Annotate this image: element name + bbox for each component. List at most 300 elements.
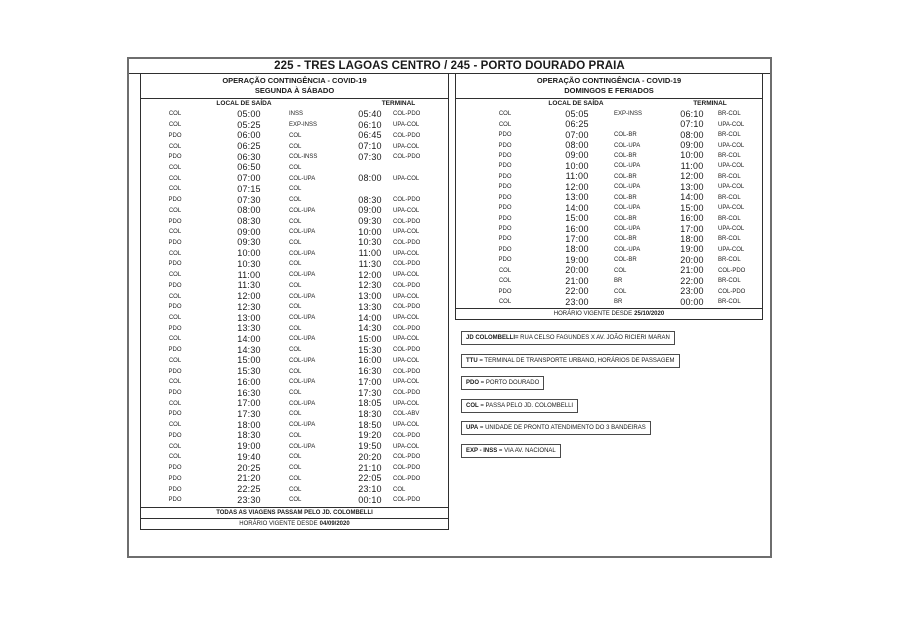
table-row bbox=[456, 182, 762, 192]
origin-code: COL bbox=[168, 336, 182, 343]
departure-time: 06:50 bbox=[237, 162, 261, 173]
table-row bbox=[141, 227, 448, 238]
origin-code: COL bbox=[168, 443, 182, 450]
table-row bbox=[141, 334, 448, 345]
departure-route-note: COL bbox=[289, 186, 302, 193]
legend-item-text: = PORTO DOURADO bbox=[479, 380, 540, 386]
departure-route-note: COL-INSS bbox=[289, 154, 318, 161]
table-row bbox=[141, 302, 448, 313]
arrival-time: 09:00 bbox=[680, 140, 704, 151]
legend-item-text: = VIA AV. NACIONAL bbox=[497, 447, 556, 454]
table-row bbox=[456, 161, 762, 171]
arrival-time: 22:05 bbox=[358, 473, 382, 484]
departure-route-note: COL bbox=[289, 347, 302, 354]
departure-time: 12:00 bbox=[237, 291, 261, 302]
table-row bbox=[141, 356, 448, 367]
departure-route-note: EXP-INSS bbox=[614, 111, 643, 118]
arrival-route-note: UPA-COL bbox=[393, 250, 420, 257]
terminal-column-header: TERMINAL bbox=[693, 100, 727, 107]
origin-code: COL bbox=[498, 278, 512, 285]
departure-route-note: COL bbox=[289, 239, 302, 246]
departure-time: 20:00 bbox=[565, 265, 589, 276]
arrival-route-note: UPA-COL bbox=[393, 229, 420, 236]
table-row bbox=[456, 286, 762, 296]
arrival-route-note: UPA-COL bbox=[718, 246, 745, 253]
legend bbox=[461, 331, 680, 466]
departure-time: 18:30 bbox=[237, 430, 261, 441]
departure-route-note: COL-BR bbox=[614, 132, 637, 139]
table-row bbox=[456, 193, 762, 203]
departure-column-header: LOCAL DE SAÍDA bbox=[548, 100, 604, 107]
weekday-validity-footer bbox=[140, 519, 449, 530]
origin-code: PDO bbox=[498, 215, 512, 222]
weekday-timetable bbox=[140, 74, 449, 530]
table-row bbox=[141, 484, 448, 495]
departure-route-note: COL-BR bbox=[614, 194, 637, 201]
validity-date: 04/09/2020 bbox=[319, 520, 350, 527]
origin-code: COL bbox=[168, 111, 182, 118]
departure-route-note: COL bbox=[289, 432, 302, 439]
departure-route-note: COL bbox=[289, 132, 302, 139]
departure-time: 11:00 bbox=[565, 171, 589, 182]
departure-route-note: COL-UPA bbox=[614, 226, 641, 233]
legend-item-text: = PASSA PELO JD. COLOMBELLI bbox=[478, 402, 574, 409]
departure-time: 10:00 bbox=[565, 160, 589, 171]
table-row bbox=[456, 203, 762, 213]
departure-route-note: COL-UPA bbox=[614, 184, 641, 191]
arrival-time: 10:00 bbox=[358, 226, 382, 237]
departure-time: 10:00 bbox=[237, 248, 261, 259]
arrival-route-note: COL-PDO bbox=[393, 347, 421, 354]
table-row bbox=[141, 345, 448, 356]
departure-route-note: COL-UPA bbox=[289, 400, 316, 407]
departure-route-note: COL-UPA bbox=[289, 443, 316, 450]
origin-code: COL bbox=[168, 315, 182, 322]
arrival-time: 19:50 bbox=[358, 441, 382, 452]
departure-route-note: COL-UPA bbox=[614, 246, 641, 253]
departure-time: 06:25 bbox=[237, 141, 261, 152]
departure-route-note: COL-BR bbox=[614, 215, 637, 222]
arrival-route-note: UPA-COL bbox=[393, 207, 420, 214]
table-row bbox=[141, 473, 448, 484]
departure-route-note: COL bbox=[289, 325, 302, 332]
origin-code: COL bbox=[168, 400, 182, 407]
departure-route-note: COL-UPA bbox=[289, 336, 316, 343]
origin-code: COL bbox=[168, 250, 182, 257]
arrival-route-note: COL-PDO bbox=[718, 288, 746, 295]
arrival-time: 11:00 bbox=[680, 160, 704, 171]
arrival-route-note: COL-PDO bbox=[393, 282, 421, 289]
departure-route-note: COL bbox=[289, 368, 302, 375]
origin-code: PDO bbox=[168, 218, 182, 225]
table-row bbox=[141, 291, 448, 302]
arrival-time: 18:50 bbox=[358, 419, 382, 430]
arrival-time: 12:00 bbox=[358, 269, 382, 280]
arrival-time: 16:00 bbox=[358, 355, 382, 366]
arrival-time: 15:00 bbox=[680, 202, 704, 213]
arrival-route-note: COL-PDO bbox=[393, 239, 421, 246]
arrival-time: 06:10 bbox=[358, 119, 382, 130]
arrival-route-note: UPA-COL bbox=[393, 379, 420, 386]
arrival-route-note: UPA-COL bbox=[718, 205, 745, 212]
arrival-route-note: COL-PDO bbox=[393, 465, 421, 472]
legend-item-code: JD COLOMBELLI= bbox=[466, 335, 519, 341]
arrival-route-note: COL-PDO bbox=[393, 218, 421, 225]
arrival-time: 12:30 bbox=[358, 280, 382, 291]
arrival-route-note: UPA-COL bbox=[718, 121, 745, 128]
arrival-route-note: UPA-COL bbox=[393, 357, 420, 364]
arrival-time: 06:45 bbox=[358, 130, 382, 141]
table-row bbox=[141, 238, 448, 249]
origin-code: COL bbox=[168, 357, 182, 364]
table-row bbox=[141, 216, 448, 227]
departure-route-note: COL bbox=[289, 475, 302, 482]
arrival-time: 15:00 bbox=[358, 333, 382, 344]
arrival-time: 23:10 bbox=[358, 484, 382, 495]
table-row bbox=[141, 163, 448, 174]
page-title: 225 - TRES LAGOAS CENTRO / 245 - PORTO DOURADO PRAIA bbox=[129, 59, 770, 74]
table-row bbox=[456, 172, 762, 182]
table-row bbox=[456, 234, 762, 244]
origin-code: PDO bbox=[498, 194, 512, 201]
origin-code: PDO bbox=[498, 132, 512, 139]
departure-time: 16:00 bbox=[565, 223, 589, 234]
origin-code: COL bbox=[168, 207, 182, 214]
table-row bbox=[141, 452, 448, 463]
origin-code: COL bbox=[168, 379, 182, 386]
departure-route-note: COL-UPA bbox=[289, 272, 316, 279]
origin-code: PDO bbox=[168, 411, 182, 418]
arrival-time: 09:30 bbox=[358, 216, 382, 227]
departure-time: 18:00 bbox=[237, 419, 261, 430]
departure-route-note: COL bbox=[289, 164, 302, 171]
timetable-page bbox=[127, 57, 772, 558]
arrival-time: 16:30 bbox=[358, 366, 382, 377]
arrival-route-note: BR-COL bbox=[718, 299, 741, 306]
departure-route-note: BR bbox=[614, 278, 623, 285]
departure-time: 06:00 bbox=[237, 130, 261, 141]
origin-code: PDO bbox=[168, 261, 182, 268]
arrival-route-note: COL-ABV bbox=[393, 411, 420, 418]
departure-time: 11:30 bbox=[237, 280, 261, 291]
arrival-route-note: COL-PDO bbox=[393, 497, 421, 504]
departure-time: 14:00 bbox=[237, 333, 261, 344]
legend-item bbox=[461, 354, 680, 368]
departure-time: 15:30 bbox=[237, 366, 261, 377]
origin-code: PDO bbox=[498, 205, 512, 212]
departure-route-note: COL-UPA bbox=[289, 422, 316, 429]
origin-code: COL bbox=[168, 143, 182, 150]
validity-prefix: HORÁRIO VIGENTE DESDE bbox=[239, 520, 318, 527]
arrival-time: 07:10 bbox=[680, 119, 704, 130]
origin-code: PDO bbox=[168, 475, 182, 482]
departure-time: 07:00 bbox=[565, 129, 589, 140]
departure-route-note: COL-UPA bbox=[289, 357, 316, 364]
arrival-time: 14:30 bbox=[358, 323, 382, 334]
legend-item bbox=[461, 376, 544, 390]
departure-time: 09:00 bbox=[237, 226, 261, 237]
departure-route-note: COL-UPA bbox=[614, 205, 641, 212]
sunday-timetable-rows bbox=[456, 109, 762, 307]
legend-item-code: TTU bbox=[466, 357, 478, 364]
origin-code: COL bbox=[168, 186, 182, 193]
departure-time: 17:00 bbox=[237, 398, 261, 409]
legend-item-text: = UNIDADE DE PRONTO ATENDIMENTO DO 3 BANDEIRAS bbox=[478, 425, 646, 431]
arrival-time: 23:00 bbox=[680, 286, 704, 297]
origin-code: COL bbox=[168, 422, 182, 429]
table-row bbox=[141, 388, 448, 399]
origin-code: PDO bbox=[498, 226, 512, 233]
departure-route-note: COL bbox=[289, 411, 302, 418]
arrival-route-note: UPA-COL bbox=[393, 336, 420, 343]
origin-code: PDO bbox=[168, 325, 182, 332]
departure-route-note: COL bbox=[289, 465, 302, 472]
table-row bbox=[141, 281, 448, 292]
departure-time: 19:00 bbox=[565, 254, 589, 265]
departure-time: 16:30 bbox=[237, 387, 261, 398]
origin-code: PDO bbox=[498, 246, 512, 253]
arrival-route-note: COL-PDO bbox=[393, 197, 421, 204]
table-row bbox=[141, 409, 448, 420]
departure-time: 05:00 bbox=[237, 108, 261, 119]
arrival-route-note: UPA-COL bbox=[393, 272, 420, 279]
origin-code: COL bbox=[168, 122, 182, 129]
weekday-footer-note bbox=[140, 508, 449, 519]
arrival-route-note: COL-PDO bbox=[393, 154, 421, 161]
arrival-time: 20:20 bbox=[358, 451, 382, 462]
origin-code: PDO bbox=[498, 288, 512, 295]
origin-code: PDO bbox=[168, 486, 182, 493]
origin-code: PDO bbox=[498, 236, 512, 243]
departure-route-note: COL bbox=[289, 218, 302, 225]
arrival-time: 16:00 bbox=[680, 213, 704, 224]
arrival-route-note: COL-PDO bbox=[393, 132, 421, 139]
table-row bbox=[456, 224, 762, 234]
departure-route-note: COL bbox=[614, 288, 627, 295]
departure-time: 07:15 bbox=[237, 183, 261, 194]
arrival-route-note: BR-COL bbox=[718, 173, 741, 180]
departure-route-note: COL bbox=[289, 486, 302, 493]
arrival-time: 15:30 bbox=[358, 344, 382, 355]
departure-route-note: COL-UPA bbox=[614, 142, 641, 149]
arrival-route-note: BR-COL bbox=[718, 215, 741, 222]
arrival-time: 07:30 bbox=[358, 151, 382, 162]
arrival-time: 14:00 bbox=[680, 192, 704, 203]
table-row bbox=[141, 366, 448, 377]
origin-code: PDO bbox=[168, 368, 182, 375]
departure-route-note: COL-UPA bbox=[289, 315, 316, 322]
departure-column-header: LOCAL DE SAÍDA bbox=[216, 100, 272, 107]
departure-route-note: COL-UPA bbox=[289, 229, 316, 236]
departure-time: 17:30 bbox=[237, 408, 261, 419]
arrival-time: 13:00 bbox=[680, 181, 704, 192]
arrival-time: 21:00 bbox=[680, 265, 704, 276]
validity-date: 25/10/2020 bbox=[634, 311, 665, 318]
arrival-time: 05:40 bbox=[358, 108, 382, 119]
table-row bbox=[456, 119, 762, 129]
arrival-route-note: COL-PDO bbox=[393, 325, 421, 332]
departure-time: 14:00 bbox=[565, 202, 589, 213]
arrival-time: 14:00 bbox=[358, 312, 382, 323]
legend-item-code: UPA bbox=[466, 425, 479, 431]
departure-route-note: COL-UPA bbox=[614, 163, 641, 170]
weekday-table-body bbox=[140, 99, 449, 508]
table-row bbox=[141, 184, 448, 195]
arrival-route-note: COL-PDO bbox=[393, 261, 421, 268]
arrival-time: 12:00 bbox=[680, 171, 704, 182]
table-row bbox=[141, 441, 448, 452]
table-row bbox=[456, 109, 762, 119]
origin-code: COL bbox=[168, 454, 182, 461]
departure-route-note: COL-UPA bbox=[289, 207, 316, 214]
table-row bbox=[456, 276, 762, 286]
origin-code: PDO bbox=[168, 132, 182, 139]
validity-prefix: HORÁRIO VIGENTE DESDE bbox=[553, 311, 633, 318]
legend-item bbox=[461, 399, 578, 413]
departure-time: 22:00 bbox=[565, 286, 589, 297]
origin-code: PDO bbox=[168, 197, 182, 204]
arrival-route-note: UPA-COL bbox=[393, 293, 420, 300]
arrival-time: 17:00 bbox=[680, 223, 704, 234]
operation-label: OPERAÇÃO CONTINGÊNCIA - COVID-19 bbox=[222, 76, 367, 85]
table-row bbox=[456, 245, 762, 255]
arrival-time: 00:00 bbox=[680, 296, 704, 307]
arrival-time: 08:30 bbox=[358, 194, 382, 205]
table-row bbox=[141, 130, 448, 141]
departure-time: 11:00 bbox=[237, 269, 261, 280]
departure-route-note: COL bbox=[614, 267, 627, 274]
arrival-route-note: UPA-COL bbox=[393, 122, 420, 129]
sunday-section-header bbox=[455, 74, 763, 99]
table-row bbox=[141, 259, 448, 270]
departure-time: 08:00 bbox=[237, 205, 261, 216]
arrival-time: 20:00 bbox=[680, 254, 704, 265]
origin-code: PDO bbox=[498, 163, 512, 170]
departure-time: 20:25 bbox=[237, 462, 261, 473]
table-row bbox=[141, 152, 448, 163]
legend-item-code: PDO bbox=[466, 380, 480, 386]
departure-route-note: COL bbox=[289, 304, 302, 311]
table-row bbox=[141, 431, 448, 442]
origin-code: PDO bbox=[498, 152, 512, 159]
sunday-timetable bbox=[455, 74, 763, 320]
origin-code: PDO bbox=[168, 239, 182, 246]
departure-time: 12:00 bbox=[565, 181, 589, 192]
origin-code: PDO bbox=[498, 184, 512, 191]
origin-code: PDO bbox=[168, 304, 182, 311]
arrival-route-note: UPA-COL bbox=[393, 315, 420, 322]
arrival-time: 18:05 bbox=[358, 398, 382, 409]
departure-route-note: COL bbox=[289, 282, 302, 289]
departure-route-note: COL-BR bbox=[614, 236, 637, 243]
arrival-route-note: UPA-COL bbox=[393, 175, 420, 182]
legend-item-code: EXP - INSS bbox=[466, 447, 498, 454]
origin-code: COL bbox=[498, 299, 512, 306]
arrival-route-note: COL-PDO bbox=[393, 475, 421, 482]
origin-code: PDO bbox=[168, 432, 182, 439]
origin-code: COL bbox=[168, 293, 182, 300]
all-trips-note: TODAS AS VIAGENS PASSAM PELO JD. COLOMBELLI bbox=[216, 509, 373, 516]
origin-code: PDO bbox=[168, 347, 182, 354]
table-row bbox=[141, 463, 448, 474]
arrival-time: 10:30 bbox=[358, 237, 382, 248]
weekday-section-header bbox=[140, 74, 449, 99]
weekday-service-label: SEGUNDA À SÁBADO bbox=[254, 85, 335, 95]
arrival-time: 21:10 bbox=[358, 462, 382, 473]
departure-route-note: COL-BR bbox=[614, 257, 637, 264]
departure-route-note: INSS bbox=[289, 111, 304, 118]
table-row bbox=[456, 297, 762, 307]
departure-time: 13:30 bbox=[237, 323, 261, 334]
departure-route-note: COL bbox=[289, 143, 302, 150]
legend-item-text: = TERMINAL DE TRANSPORTE URBANO, HORÁRIOS DE PASSAGEM bbox=[477, 357, 675, 364]
terminal-column-header: TERMINAL bbox=[381, 100, 416, 107]
departure-time: 09:30 bbox=[237, 237, 261, 248]
table-row bbox=[456, 140, 762, 150]
departure-time: 14:30 bbox=[237, 344, 261, 355]
departure-time: 23:30 bbox=[237, 494, 261, 505]
departure-time: 17:00 bbox=[565, 233, 589, 244]
arrival-route-note: UPA-COL bbox=[393, 443, 420, 450]
arrival-route-note: BR-COL bbox=[718, 194, 741, 201]
sunday-validity-footer bbox=[455, 309, 763, 320]
arrival-route-note: COL-PDO bbox=[393, 432, 421, 439]
departure-route-note: COL-UPA bbox=[289, 293, 316, 300]
arrival-time: 06:10 bbox=[680, 108, 704, 119]
arrival-route-note: UPA-COL bbox=[393, 400, 420, 407]
arrival-time: 11:30 bbox=[358, 258, 382, 269]
table-row bbox=[141, 173, 448, 184]
departure-route-note: COL-UPA bbox=[289, 175, 316, 182]
departure-route-note: COL bbox=[289, 390, 302, 397]
arrival-route-note: UPA-COL bbox=[718, 163, 745, 170]
arrival-time: 08:00 bbox=[680, 129, 704, 140]
departure-time: 06:30 bbox=[237, 151, 261, 162]
arrival-time: 18:00 bbox=[680, 233, 704, 244]
arrival-route-note: BR-COL bbox=[718, 111, 741, 118]
arrival-route-note: BR-COL bbox=[718, 236, 741, 243]
legend-item-code: COL bbox=[466, 402, 479, 409]
departure-route-note: EXP-INSS bbox=[289, 122, 318, 129]
arrival-route-note: COL bbox=[393, 486, 406, 493]
departure-route-note: COL-UPA bbox=[289, 379, 316, 386]
departure-time: 19:00 bbox=[237, 441, 261, 452]
origin-code: PDO bbox=[168, 282, 182, 289]
arrival-route-note: COL-PDO bbox=[393, 368, 421, 375]
table-row bbox=[141, 205, 448, 216]
departure-time: 10:30 bbox=[237, 258, 261, 269]
weekday-column-headers bbox=[141, 99, 448, 109]
arrival-time: 13:00 bbox=[358, 291, 382, 302]
arrival-route-note: COL-PDO bbox=[393, 111, 421, 118]
legend-item-text: RUA CELSO FAGUNDES X AV. JOÃO RICIERI MARAN bbox=[518, 335, 670, 341]
table-row bbox=[141, 313, 448, 324]
origin-code: COL bbox=[498, 267, 512, 274]
legend-item bbox=[461, 444, 561, 458]
departure-route-note: COL bbox=[289, 197, 302, 204]
arrival-route-note: COL-PDO bbox=[718, 267, 746, 274]
table-row bbox=[141, 495, 448, 506]
arrival-route-note: COL-PDO bbox=[393, 304, 421, 311]
departure-time: 06:25 bbox=[565, 119, 589, 130]
departure-route-note: COL-BR bbox=[614, 173, 637, 180]
arrival-route-note: UPA-COL bbox=[718, 184, 745, 191]
departure-time: 19:40 bbox=[237, 451, 261, 462]
departure-route-note: COL-BR bbox=[614, 152, 637, 159]
departure-route-note: BR bbox=[614, 299, 623, 306]
legend-item bbox=[461, 421, 651, 435]
departure-time: 21:00 bbox=[565, 275, 589, 286]
